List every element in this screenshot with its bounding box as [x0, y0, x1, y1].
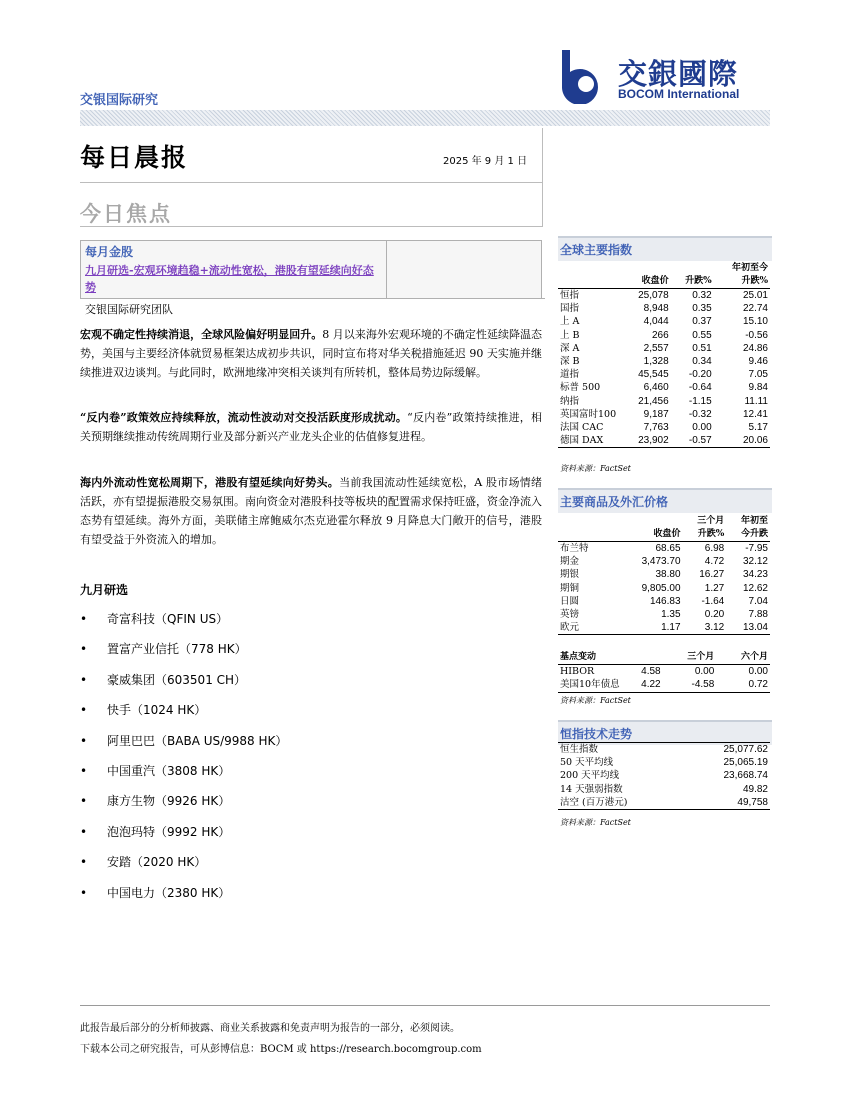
cell-value: 2,557	[643, 342, 669, 354]
row-label: 上 B	[560, 329, 580, 341]
table-row	[558, 421, 770, 434]
table-header	[558, 651, 770, 665]
picks-list	[80, 607, 480, 911]
paragraph-2-lead: “反内卷”政策效应持续释放，流动性波动对交投活跃度形成扰动。	[80, 411, 408, 424]
cell-value: 12.41	[742, 408, 768, 420]
col-3m: 三个月	[663, 651, 717, 665]
cell-value: 34.23	[742, 569, 768, 581]
cell-value: 25,065.19	[723, 757, 768, 769]
list-item: • 安踏（2020 HK）	[80, 850, 480, 880]
commodities-heading: 主要商品及外汇价格	[558, 488, 772, 513]
report-date: 2025 年 9 月 1 日	[443, 156, 528, 167]
row-label: 布兰特	[560, 543, 589, 555]
col-change: 升跌%	[685, 276, 712, 286]
divider	[542, 128, 543, 226]
row-label: 恒生指数	[560, 744, 599, 756]
cell-value: -0.57	[688, 435, 712, 447]
cell-value: -4.58	[691, 679, 715, 691]
col-3m: 三个月 升跌%	[697, 516, 725, 539]
author-team: 交银国际研究团队	[80, 298, 545, 317]
list-item: • 康方生物（9926 HK）	[80, 789, 480, 819]
list-item: • 阿里巴巴（BABA US/9988 HK）	[80, 729, 480, 759]
technical-source: 资料来源：FactSet	[560, 818, 631, 827]
list-item: • 豪威集团（603501 CH）	[80, 668, 480, 698]
cell-value: -1.15	[688, 395, 712, 407]
col-close: 收盘价	[653, 529, 681, 539]
cell-value: 16.27	[699, 569, 725, 581]
cell-value: 0.35	[692, 303, 712, 315]
cell-value: 1.17	[661, 622, 681, 634]
monthly-box-side	[386, 240, 542, 298]
indices-table	[558, 260, 770, 448]
cell-value: 9.46	[748, 356, 768, 368]
row-label: 深 B	[560, 356, 580, 368]
table-header	[558, 513, 770, 542]
row-label: 欧元	[560, 622, 580, 634]
table-row	[558, 608, 770, 621]
cell-value: 23,668.74	[723, 770, 768, 782]
cell-value: 49.82	[742, 783, 768, 795]
rates-label: 基点变动	[558, 651, 622, 665]
cell-value: 23,902	[638, 435, 669, 447]
bullet-icon: •	[80, 642, 88, 657]
cell-value: 25.01	[742, 290, 768, 302]
cell-value: 4.22	[641, 679, 661, 691]
table-row	[558, 756, 770, 769]
row-label: 200 天平均线	[560, 770, 620, 782]
row-label: 上 A	[560, 316, 580, 328]
cell-value: 25,077.62	[723, 744, 768, 756]
table-row	[558, 381, 770, 394]
table-row	[558, 395, 770, 408]
cell-value: 0.00	[748, 666, 768, 678]
cell-value: 146.83	[649, 595, 681, 607]
cell-value: 25,078	[638, 290, 669, 302]
table-row	[558, 678, 770, 692]
table-row	[558, 783, 770, 796]
bullet-icon: •	[80, 885, 88, 900]
cell-value: 0.72	[748, 679, 768, 691]
cell-value: 45,545	[638, 369, 669, 381]
cell-value: -1.64	[701, 595, 725, 607]
bullet-icon: •	[80, 855, 88, 870]
cell-value: -0.64	[688, 382, 712, 394]
commodities-source: 资料来源：FactSet	[560, 696, 631, 705]
cell-value: 11.11	[744, 395, 768, 407]
bullet-icon: •	[80, 612, 88, 626]
cell-value: 21,456	[638, 395, 669, 407]
table-row	[558, 542, 770, 556]
paragraph-2	[80, 408, 542, 446]
cell-value: 22.74	[742, 303, 768, 315]
table-row	[558, 329, 770, 342]
cell-value: 7.05	[748, 369, 768, 381]
row-label: 标普 500	[560, 382, 601, 394]
cell-value: 7,763	[643, 421, 669, 433]
header-band	[80, 110, 770, 126]
row-label: 期铜	[560, 582, 580, 594]
brand-logo	[556, 48, 770, 104]
bullet-icon: •	[80, 672, 88, 687]
table-row	[558, 434, 770, 448]
row-label: 期银	[560, 569, 580, 581]
table-row	[558, 621, 770, 635]
col-close: 收盘价	[641, 276, 669, 286]
row-label: 国指	[560, 303, 580, 315]
paragraph-1	[80, 325, 542, 382]
cell-value: -7.95	[745, 543, 768, 555]
row-label: 英镑	[560, 609, 580, 621]
col-ytd: 年初至今 升跌%	[731, 263, 768, 286]
commodities-table	[558, 513, 770, 635]
table-row	[558, 568, 770, 581]
table-row	[558, 368, 770, 381]
cell-value: 9.84	[748, 382, 768, 394]
indices-heading: 全球主要指数	[558, 236, 772, 261]
indices-source: 资料来源：FactSet	[560, 464, 631, 473]
cell-value: 0.20	[704, 609, 725, 621]
list-item: • 泡泡玛特（9992 HK）	[80, 820, 480, 850]
table-row	[558, 665, 770, 679]
cell-value: 4.58	[641, 666, 661, 678]
cell-value: 12.62	[742, 582, 768, 594]
cell-value: -0.32	[688, 408, 712, 420]
download-info: 下载本公司之研究报告，可从彭博信息：BOCM 或 https://research.bocomgroup.com	[80, 1044, 482, 1055]
cell-value: 4,044	[643, 316, 669, 328]
cell-value: 0.00	[694, 666, 715, 678]
cell-value: 4.72	[704, 556, 725, 568]
paragraph-3-body: 当前我国流动性延续宽松，A 股市场情绪活跃，亦有望提振港股交易氛围。南向资金对港股科技等板块的配置需求保持旺盛，资金净流入态势有望延续。海外方面，美联储主席鲍威尔杰克逊霍尔释放 9 月降息大门敞开的信号，港股有望受益于外资流入的增加。	[80, 476, 542, 546]
cell-value: 6,460	[643, 382, 669, 394]
brand-subtitle: 交银国际研究	[80, 93, 159, 108]
col-6m: 六个月	[716, 651, 770, 665]
cell-value: 1,328	[643, 356, 669, 368]
monthly-report-link[interactable]: 九月研选-宏观环境趋稳+流动性宽松，港股有望延续向好态势	[85, 264, 374, 294]
list-item: • 奇富科技（QFIN US）	[80, 607, 480, 637]
cell-value: 7.04	[748, 595, 768, 607]
row-label: 美国10年债息	[560, 679, 620, 691]
paragraph-1-lead: 宏观不确定性持续消退，全球风险偏好明显回升。	[80, 328, 323, 341]
table-row	[558, 743, 770, 757]
bocom-logo-icon	[556, 48, 612, 104]
page-title: 每日晨报	[80, 143, 189, 172]
paragraph-3	[80, 473, 542, 549]
cell-value: 3.12	[704, 622, 725, 634]
cell-value: 8,948	[643, 303, 669, 315]
table-row	[558, 796, 770, 810]
table-row	[558, 408, 770, 421]
table-row	[558, 302, 770, 315]
paragraph-1-body: 8 月以来海外宏观环境的不确定性延续降温态势，美国与主要经济体就贸易框架达成初步共识，同时宣布将对华关税措施延迟 90 天实施并继续推进双边谈判。与此同时，欧洲地缘冲突相关谈判有所转机，整体局势边际缓解。	[80, 328, 543, 379]
footer-divider	[80, 1005, 770, 1006]
cell-value: 1.27	[704, 582, 725, 594]
cell-value: 0.55	[692, 329, 712, 341]
cell-value: 9,187	[643, 408, 669, 420]
table-row	[558, 769, 770, 782]
paragraph-2-body: “反内卷”政策持续推进，相关预期继续推动传统周期行业及部分新兴产业龙头企业的估值修复进程。	[80, 411, 543, 443]
list-item: • 中国重汽（3808 HK）	[80, 759, 480, 789]
cell-value: 5.17	[748, 421, 768, 433]
cell-value: 32.12	[742, 556, 768, 568]
cell-value: 6.98	[704, 543, 725, 555]
focus-heading: 今日焦点	[80, 201, 172, 226]
cell-value: 13.04	[742, 622, 768, 634]
row-label: 期金	[560, 556, 580, 568]
cell-value: 49,758	[737, 796, 768, 808]
technical-heading: 恒指技术走势	[558, 720, 772, 745]
rates-table	[558, 651, 770, 693]
row-label: 深 A	[560, 342, 580, 354]
monthly-heading: 每月金股	[85, 245, 134, 259]
row-label: 法国 CAC	[560, 421, 604, 433]
cell-value: 0.34	[692, 356, 712, 368]
cell-value: -0.20	[688, 369, 712, 381]
row-label: 道指	[560, 369, 580, 381]
cell-value: 7.88	[748, 609, 768, 621]
cell-value: 1.35	[661, 609, 681, 621]
table-header	[558, 260, 770, 289]
cell-value: 0.51	[692, 342, 712, 354]
table-row	[558, 315, 770, 328]
bullet-icon: •	[80, 824, 88, 839]
bullet-icon: •	[80, 703, 88, 718]
list-item: • 快手（1024 HK）	[80, 698, 480, 728]
cell-value: 0.37	[692, 316, 712, 328]
bullet-icon: •	[80, 763, 88, 778]
row-label: 英国富时100	[560, 408, 617, 420]
table-row	[558, 355, 770, 368]
row-label: 沽空 (百万港元)	[560, 796, 628, 808]
row-label: 纳指	[560, 395, 580, 407]
technical-table	[558, 742, 770, 810]
bullet-icon: •	[80, 733, 88, 748]
row-label: 德国 DAX	[560, 435, 604, 447]
cell-value: 20.06	[742, 435, 768, 447]
row-label: 50 天平均线	[560, 757, 614, 769]
list-item: • 中国电力（2380 HK）	[80, 881, 480, 911]
cell-value: 0.32	[692, 290, 712, 302]
brand-name-cn: 交銀國際	[618, 57, 739, 91]
table-row	[558, 555, 770, 568]
table-row	[558, 289, 770, 303]
cell-value: 24.86	[742, 342, 768, 354]
divider	[80, 226, 543, 227]
row-label: 14 天强弱指数	[560, 783, 623, 795]
row-label: HIBOR	[560, 666, 595, 678]
cell-value: 0.00	[692, 421, 712, 433]
brand-name-en: BOCOM International	[618, 87, 740, 101]
list-item: • 置富产业信托（778 HK）	[80, 637, 480, 667]
row-label: 恒指	[560, 290, 580, 302]
divider	[80, 182, 543, 183]
paragraph-3-lead: 海内外流动性宽松周期下，港股有望延续向好势头。	[80, 476, 340, 489]
cell-value: 266	[651, 329, 669, 341]
cell-value: 68.65	[655, 543, 681, 555]
row-label: 日圆	[560, 595, 580, 607]
bullet-icon: •	[80, 794, 88, 809]
cell-value: 15.10	[742, 316, 768, 328]
cell-value: 38.80	[655, 569, 681, 581]
disclaimer: 此报告最后部分的分析师披露、商业关系披露和免责声明为报告的一部分，必须阅读。	[80, 1023, 460, 1034]
table-row	[558, 582, 770, 595]
cell-value: 9,805.00	[641, 582, 681, 594]
cell-value: 3,473.70	[641, 556, 681, 568]
picks-heading: 九月研选	[80, 583, 129, 597]
col-ytd: 年初至 今升跌	[740, 516, 768, 539]
cell-value: -0.56	[745, 329, 768, 341]
table-row	[558, 595, 770, 608]
table-row	[558, 342, 770, 355]
